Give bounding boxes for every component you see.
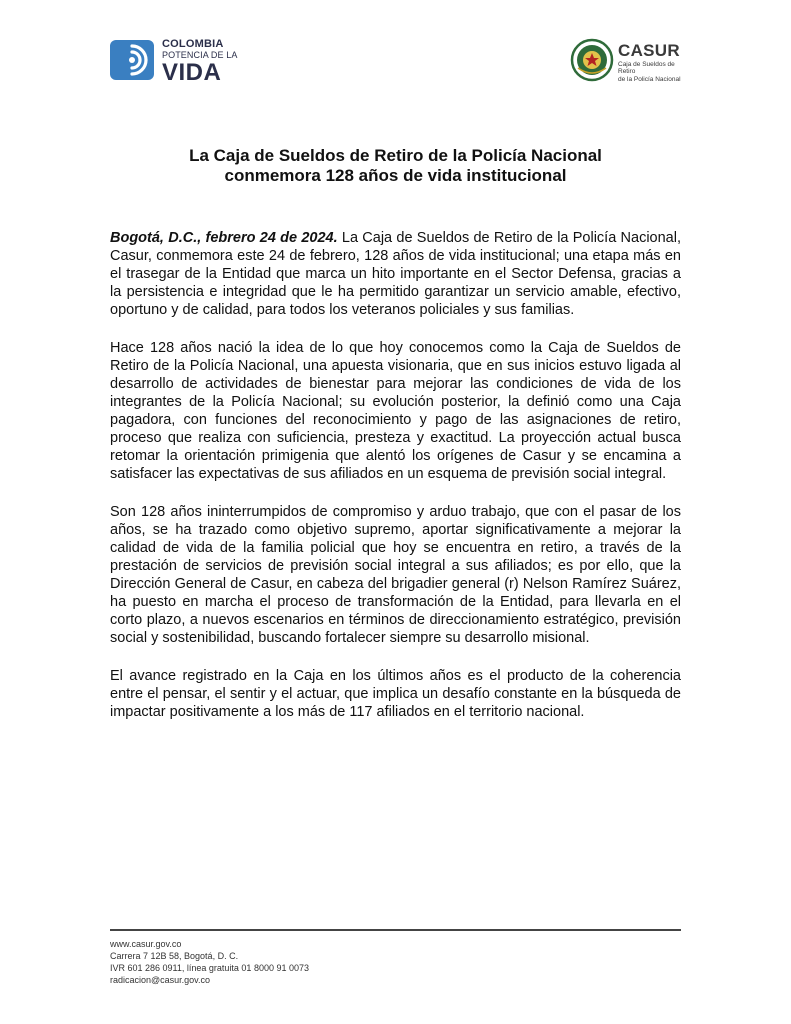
paragraph-1 [110, 229, 681, 319]
title-line-1: La Caja de Sueldos de Retiro de la Policía Nacional [189, 146, 602, 165]
casur-wordmark [618, 42, 690, 83]
title-line-2: conmemora 128 años de vida institucional [224, 166, 567, 185]
casur-subtitle-line-2: de la Policía Nacional [618, 75, 681, 83]
wave-logo-icon [110, 38, 156, 82]
casur-logo [570, 38, 690, 84]
footer-contact [110, 938, 309, 986]
footer-phone: IVR 601 286 0911, línea gratuita 01 8000 91 0073 [110, 963, 309, 973]
police-seal-icon [570, 38, 614, 82]
dateline: Bogotá, D.C., febrero 24 de 2024. [110, 230, 338, 246]
footer-divider [110, 929, 681, 931]
logo-line-3: VIDA [162, 59, 222, 86]
logo-line-1: COLOMBIA [162, 38, 224, 50]
document-title [110, 146, 681, 186]
paragraph-4: El avance registrado en la Caja en los últimos años es el producto de la coherencia entre el pensar, el sentir y el actuar, que implica un desafío constante en la búsqueda de impactar positivamente a los más de 117 afiliados en el territorio nacional. [110, 668, 681, 720]
document-body [110, 229, 681, 741]
logo-wordmark [162, 39, 237, 85]
logo-line-2: POTENCIA DE LA [162, 50, 238, 60]
paragraph-2: Hace 128 años nació la idea de lo que hoy conocemos como la Caja de Sueldos de Retiro de la Policía Nacional, una apuesta visionaria, que en sus inicios estuvo ligada al desarrollo de actividades de bienestar para mejorar las condiciones de vida de los integrantes de la Policía Nacional; su evolución posterior, la definió como una Caja pagadora, con funciones del reconocimiento y pago de las asignaciones de retiro, proceso que realiza con suficiencia, presteza y exactitud. La proyección actual busca retomar la orientación primigenia que alentó los orígenes de Casur y se encamina a satisfacer las expectativas de sus afiliados en un esquema de previsión social integral. [110, 340, 681, 482]
casur-subtitle [618, 61, 690, 83]
colombia-potencia-de-la-vida-logo [110, 38, 240, 84]
footer-website[interactable]: www.casur.gov.co [110, 939, 182, 949]
footer-email[interactable]: radicacion@casur.gov.co [110, 975, 211, 985]
paragraph-1-text: La Caja de Sueldos de Retiro de la Policía Nacional, Casur, conmemora este 24 de febrero, 128 años de vida institucional; una etapa más en el trasegar de la Entidad que marca un hito importante en el Sector Defensa, gracias a la persistencia e integridad que le ha permitido garantizar un servicio amable, efectivo, oportuno y de calidad, para todos los veteranos policiales y sus familias. [110, 230, 681, 318]
paragraph-3: Son 128 años ininterrumpidos de compromiso y arduo trabajo, que con el pasar de los años, se ha trazado como objetivo supremo, aportar significativamente a mejorar la calidad de vida de la familia policial que hoy se encuentra en retiro, a través de la prestación de servicios de previsión social integral a sus afiliados; es por ello, que la Dirección General de Casur, en cabeza del brigadier general (r) Nelson Ramírez Suárez, ha puesto en marcha el proceso de transformación de la Entidad, para llevarla en el corto plazo, a nuevos escenarios en términos de direccionamiento estratégico, previsión social y sostenibilidad, buscando fortalecer siempre su desarrollo misional. [110, 504, 681, 646]
casur-subtitle-line-1: Caja de Sueldos de Retiro [618, 61, 675, 76]
footer-address: Carrera 7 12B 58, Bogotá, D. C. [110, 951, 239, 961]
casur-name: CASUR [618, 41, 680, 60]
